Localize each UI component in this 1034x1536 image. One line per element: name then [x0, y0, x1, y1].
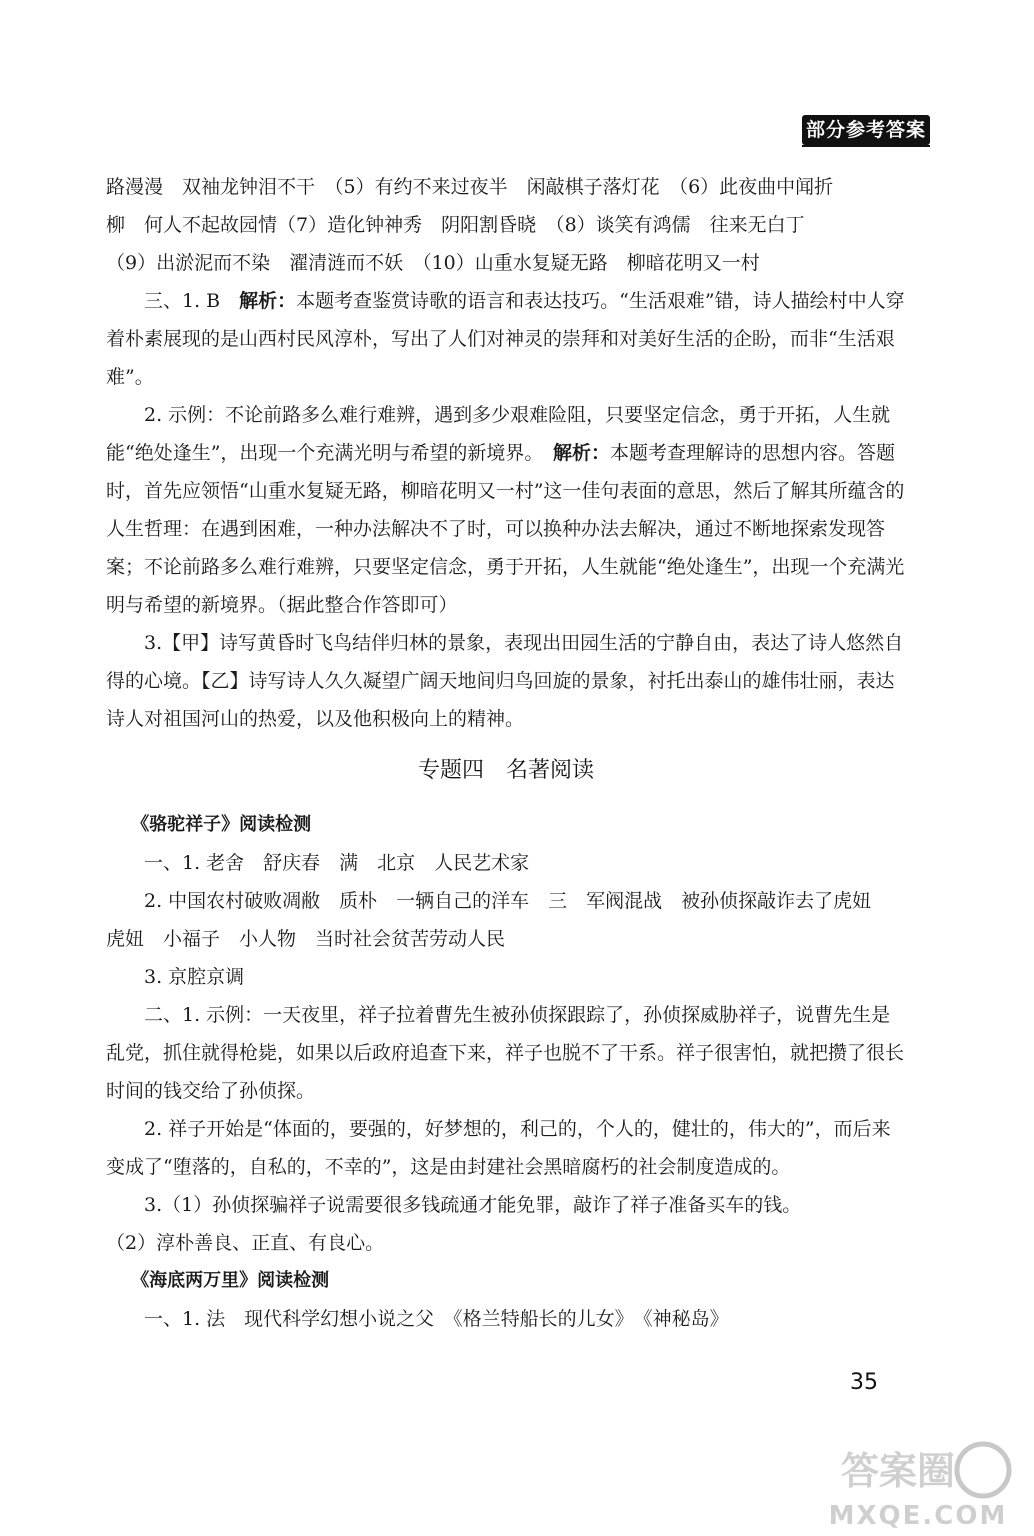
answer-paragraph: 3.【甲】诗写黄昏时飞鸟结伴归林的景象，表现出田园生活的宁静自由，表达了诗人悠然自得的心境。【乙】诗写诗人久久凝望广阔天地间归鸟回旋的景象，衬托出泰山的雄伟壮丽，表达诗人对祖国河山的热爱，以及他积极向上的精神。: [106, 632, 904, 730]
answer-line: （9）出淤泥而不染 濯清涟而不妖 （10）山重水复疑无路 柳暗花明又一村: [106, 252, 760, 274]
analysis-label: 解析：: [552, 442, 610, 464]
answer-paragraph: 一、1. 老舍 舒庆春 满 北京 人民艺术家: [144, 852, 530, 874]
answer-line: 柳 何人不起故园情（7）造化钟神秀 阴阳割昏晓 （8）谈笑有鸿儒 往来无白丁: [106, 214, 805, 236]
answer-paragraph: 一、1. 法 现代科学幻想小说之父 《格兰特船长的儿女》 《神秘岛》: [144, 1308, 729, 1330]
watermark-site: MXQE.COM: [828, 1501, 1008, 1530]
answer-paragraph: 3.（1）孙侦探骗祥子说需要很多钱疏通才能免罪，敲诈了祥子准备买车的钱。: [144, 1194, 802, 1216]
section-header-tab: 部分参考答案: [802, 115, 930, 145]
watermark-logo: [818, 1440, 1018, 1530]
answer-paragraph: （2）淳朴善良、正直、有良心。: [106, 1232, 385, 1254]
answer-line: 路漫漫 双袖龙钟泪不干 （5）有约不来过夜半 闲敲棋子落灯花 （6）此夜曲中闻折: [106, 176, 834, 198]
answer-paragraph: 二、1. 示例：一天夜里，祥子拉着曹先生被孙侦探跟踪了，孙侦探威胁祥子，说曹先生是乱党，抓住就得枪毙，如果以后政府追查下来，祥子也脱不了干系。祥子很害怕，就把攒了很长时间的钱交给了孙侦探。: [106, 1004, 905, 1102]
page-number: 35: [850, 1370, 878, 1395]
analysis-label: 解析：: [239, 290, 297, 312]
answer-paragraph: 2. 祥子开始是“体面的，要强的，好梦想的，利己的，个人的，健壮的，伟大的”，而后来变成了“堕落的，自私的，不幸的”，这是由封建社会黑暗腐朽的社会制度造成的。: [106, 1118, 891, 1178]
header-rule: [802, 145, 930, 147]
answer-paragraph: 三、1. B 解析：本题考查鉴赏诗歌的语言和表达技巧。“生活艰难”错，诗人描绘村中人穿着朴素展现的是山西村民风淳朴，写出了人们对神灵的崇拜和对美好生活的企盼，而非“生活艰难”。: [106, 290, 905, 388]
page-content: [106, 168, 906, 1338]
subsection-title: 《海底两万里》阅读检测: [131, 1270, 330, 1291]
answer-paragraph: 2. 中国农村破败凋敝 质朴 一辆自己的洋车 三 军阀混战 被孙侦探敲诈去了虎妞 虎妞 小福子 小人物 当时社会贫苦劳动人民: [106, 890, 891, 950]
answer-paragraph: 2. 示例：不论前路多么难行难辨，遇到多少艰难险阻，只要坚定信念，勇于开拓，人生就能“绝处逢生”，出现一个充满光明与希望的新境界。 解析：本题考查理解诗的思想内容。答题时，首先应领悟“山重水复疑无路，柳暗花明又一村”这一佳句表面的意思，然后了解其所蕴含的人生哲理：在遇到困难，一种办法解决不了时，可以换种办法去解决，通过不断地探索发现答案；不论前路多么难行难辨，只要坚定信念，勇于开拓，人生就能“绝处逢生”，出现一个充满光明与希望的新境界。（据此整合作答即可）: [106, 404, 905, 616]
subsection-title: 《骆驼祥子》阅读检测: [131, 814, 312, 835]
answer-paragraph: 3. 京腔京调: [144, 966, 245, 988]
section-title: 专题四 名著阅读: [417, 758, 594, 783]
watermark-title: 答案圈: [840, 1449, 956, 1493]
